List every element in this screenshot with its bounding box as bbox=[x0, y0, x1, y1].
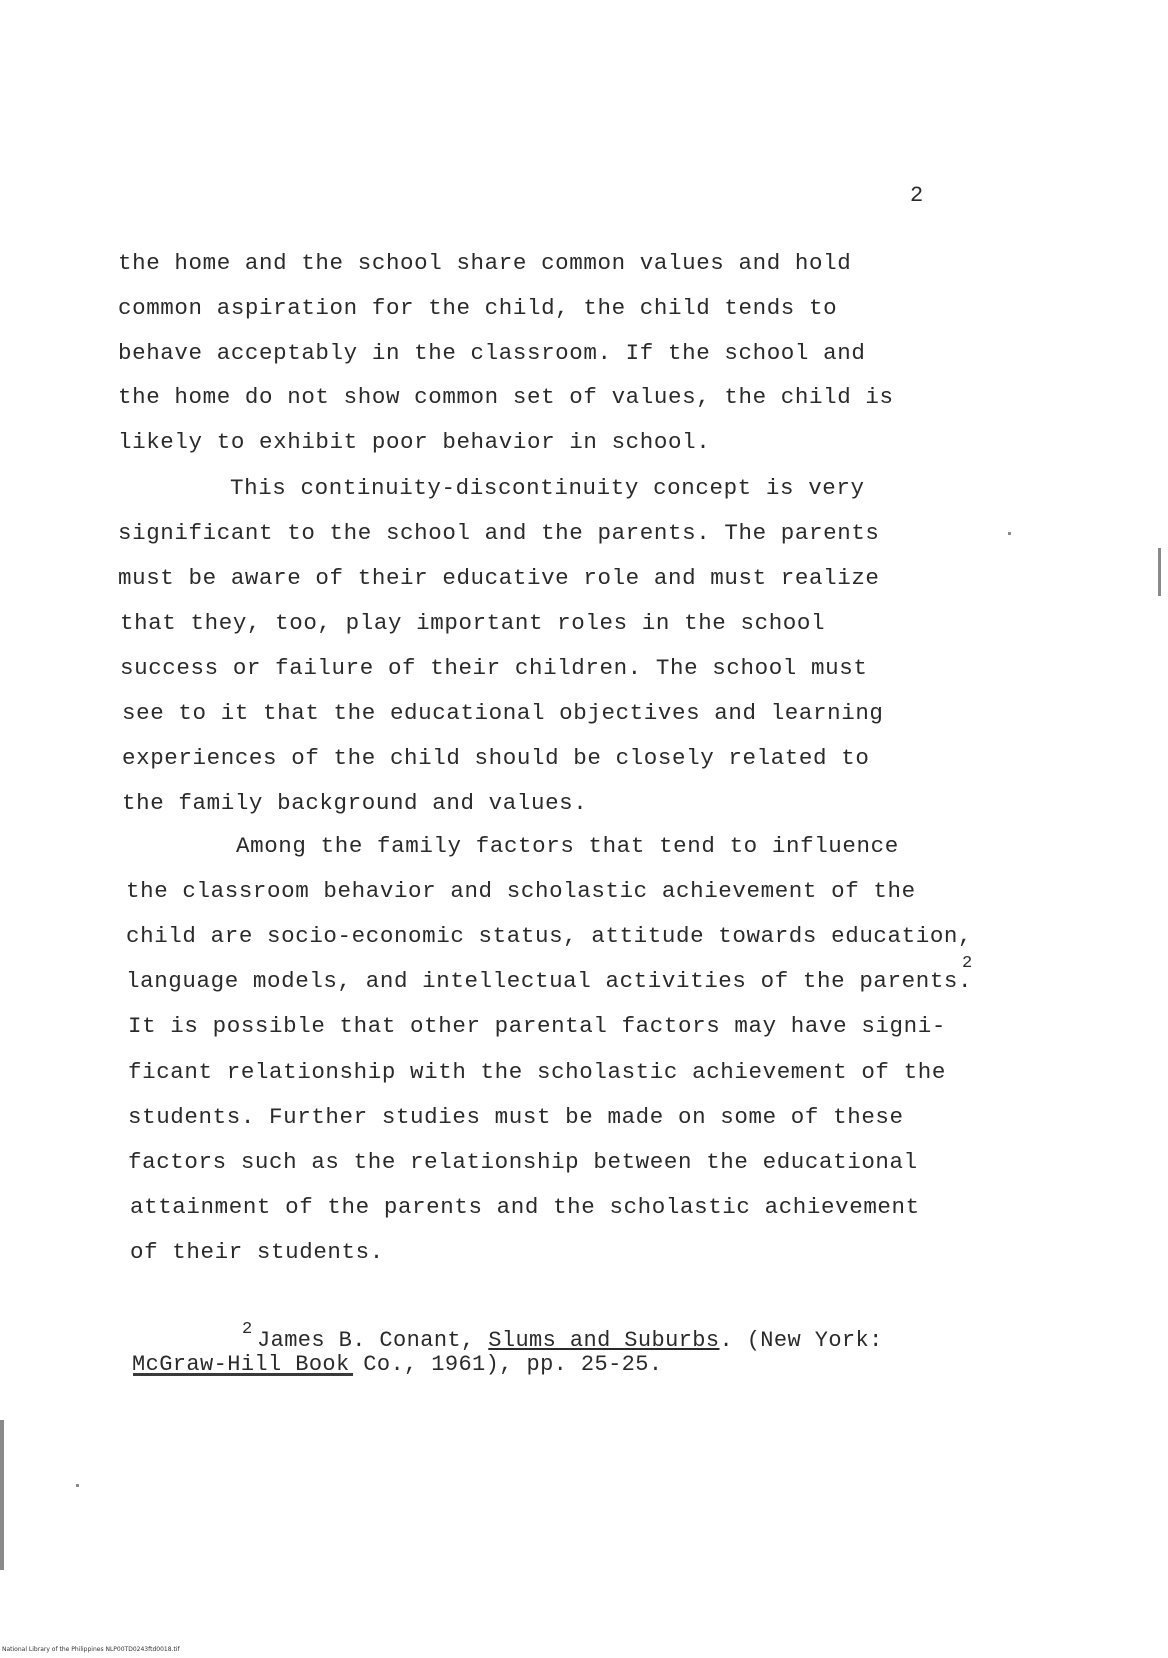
body-line: that they, too, play important roles in the school bbox=[120, 610, 826, 636]
footnote-author: James B. Conant, bbox=[257, 1328, 489, 1353]
body-line: must be aware of their educative role and must realize bbox=[118, 565, 880, 591]
body-line: attainment of the parents and the scholastic achievement bbox=[130, 1194, 920, 1220]
footnote-reference: 2 bbox=[962, 954, 973, 973]
body-line: the family background and values. bbox=[122, 790, 588, 816]
body-line: language models, and intellectual activities of the parents. bbox=[126, 968, 973, 994]
body-line: factors such as the relationship between the educational bbox=[128, 1149, 918, 1175]
body-line: the home and the school share common values and hold bbox=[118, 250, 852, 276]
scan-speck bbox=[76, 1484, 79, 1487]
body-line: ficant relationship with the scholastic achievement of the bbox=[128, 1059, 946, 1085]
body-line: common aspiration for the child, the child tends to bbox=[118, 295, 838, 321]
body-line: behave acceptably in the classroom. If the school and bbox=[118, 340, 866, 366]
body-line: It is possible that other parental factors may have signi- bbox=[128, 1013, 946, 1039]
body-line: students. Further studies must be made on some of these bbox=[128, 1104, 904, 1130]
body-line: experiences of the child should be closely related to bbox=[122, 745, 870, 771]
body-line: the home do not show common set of values, the child is bbox=[118, 384, 894, 410]
page-number: 2 bbox=[910, 183, 925, 208]
scan-speck bbox=[1008, 532, 1011, 535]
body-line: see to it that the educational objectives and learning bbox=[122, 700, 884, 726]
body-line: success or failure of their children. The school must bbox=[120, 655, 868, 681]
body-line: the classroom behavior and scholastic achievement of the bbox=[126, 878, 916, 904]
scan-binding-edge bbox=[0, 1420, 4, 1570]
body-line: likely to exhibit poor behavior in school. bbox=[118, 429, 711, 455]
footnote-publisher-open: . (New York: bbox=[719, 1328, 883, 1353]
body-line: Among the family factors that tend to influence bbox=[236, 833, 899, 859]
scan-edge-mark bbox=[1158, 548, 1161, 596]
footnote-line-2: McGraw-Hill Book Co., 1961), pp. 25-25. bbox=[132, 1352, 663, 1377]
footnote-marker: 2 bbox=[242, 1320, 253, 1339]
footnote-line-1 bbox=[257, 1330, 883, 1352]
body-line: child are socio-economic status, attitude towards education, bbox=[126, 923, 973, 949]
body-line: significant to the school and the parents. The parents bbox=[118, 520, 880, 546]
library-footer: National Library of the Philippines NLP00TD0243ftd0018.tif bbox=[2, 1646, 180, 1653]
body-line: of their students. bbox=[130, 1239, 384, 1265]
body-line: This continuity-discontinuity concept is very bbox=[230, 475, 865, 501]
footnote-book-title: Slums and Suburbs bbox=[488, 1328, 720, 1353]
